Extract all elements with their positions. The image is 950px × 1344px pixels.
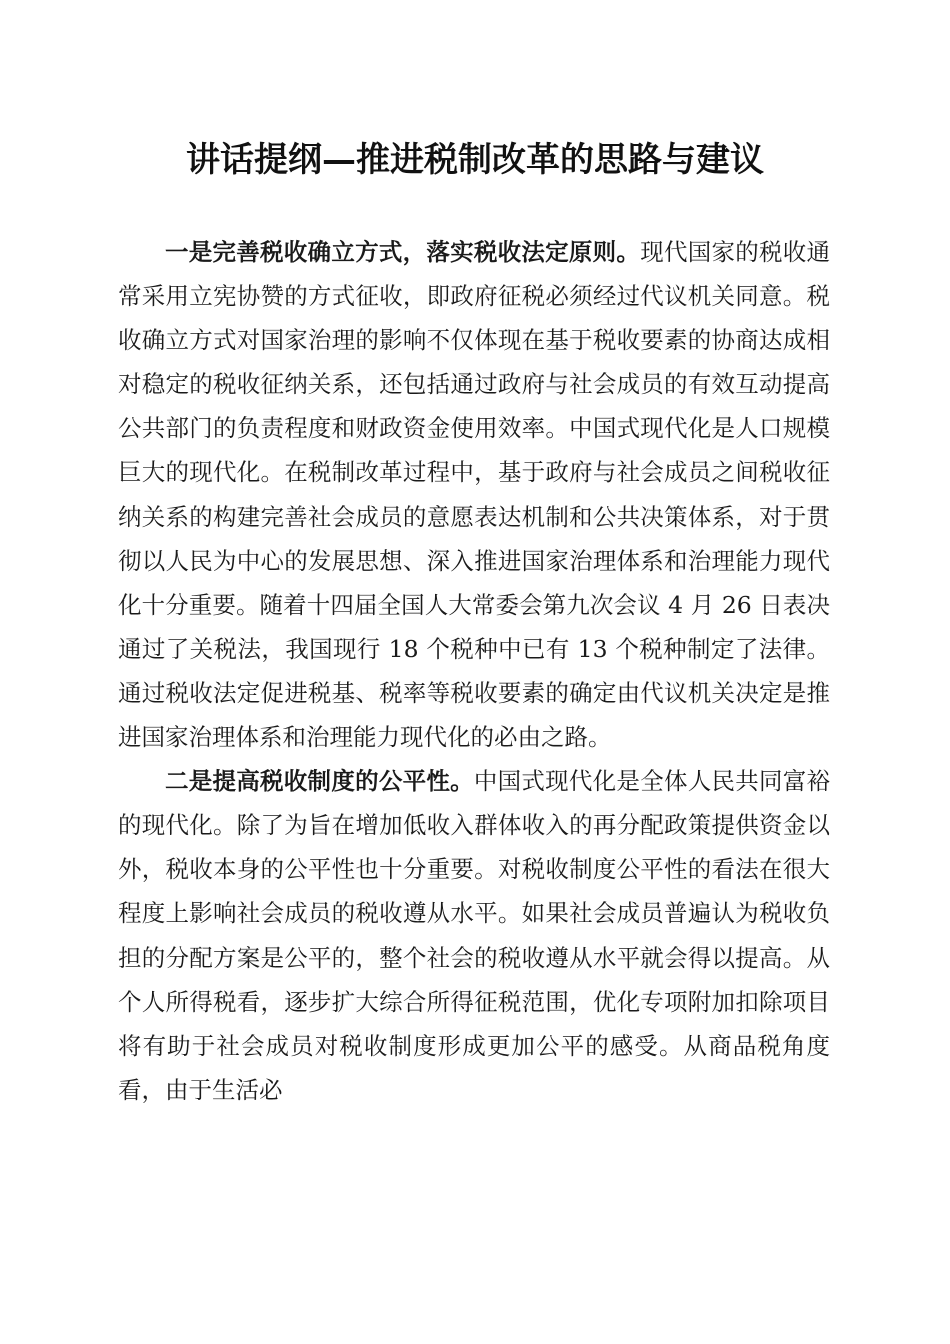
paragraph-2: [118, 759, 830, 1112]
paragraph-1-lead: 一是完善税收确立方式，落实税收法定原则。: [165, 238, 641, 266]
paragraph-1-text: 现代国家的税收通常采用立宪协赞的方式征收，即政府征税必须经过代议机关同意。税收确立方式对国家治理的影响不仅体现在基于税收要素的协商达成相对稳定的税收征纳关系，还包括通过政府与社会成员的有效互动提高公共部门的负责程度和财政资金使用效率。中国式现代化是人口规模巨大的现代化。在税制改革过程中，基于政府与社会成员之间税收征纳关系的构建完善社会成员的意愿表达机制和公共决策体系，对于贯彻以人民为中心的发展思想、深入推进国家治理体系和治理能力现代化十分重要。随着十四届全国人大常委会第九次会议 4 月 26 日表决通过了关税法，我国现行 18 个税种中已有 13 个税种制定了法律。通过税收法定促进税基、税率等税收要素的确定由代议机关决定是推进国家治理体系和治理能力现代化的必由之路。: [118, 238, 831, 752]
paragraph-1: [118, 230, 830, 759]
paragraph-2-lead: 二是提高税收制度的公平性。: [165, 767, 474, 796]
document-title: 讲话提纲—推进税制改革的思路与建议: [186, 140, 764, 180]
paragraph-2-text: 中国式现代化是全体人民共同富裕的现代化。除了为旨在增加低收入群体收入的再分配政策提供资金以外，税收本身的公平性也十分重要。对税收制度公平性的看法在很大程度上影响社会成员的税收遵从水平。如果社会成员普遍认为税收负担的分配方案是公平的，整个社会的税收遵从水平就会得以提高。从个人所得税看，逐步扩大综合所得征税范围，优化专项附加扣除项目将有助于社会成员对税收制度形成更加公平的感受。从商品税角度看，由于生活必: [118, 767, 831, 1104]
document-body: [118, 230, 830, 1112]
